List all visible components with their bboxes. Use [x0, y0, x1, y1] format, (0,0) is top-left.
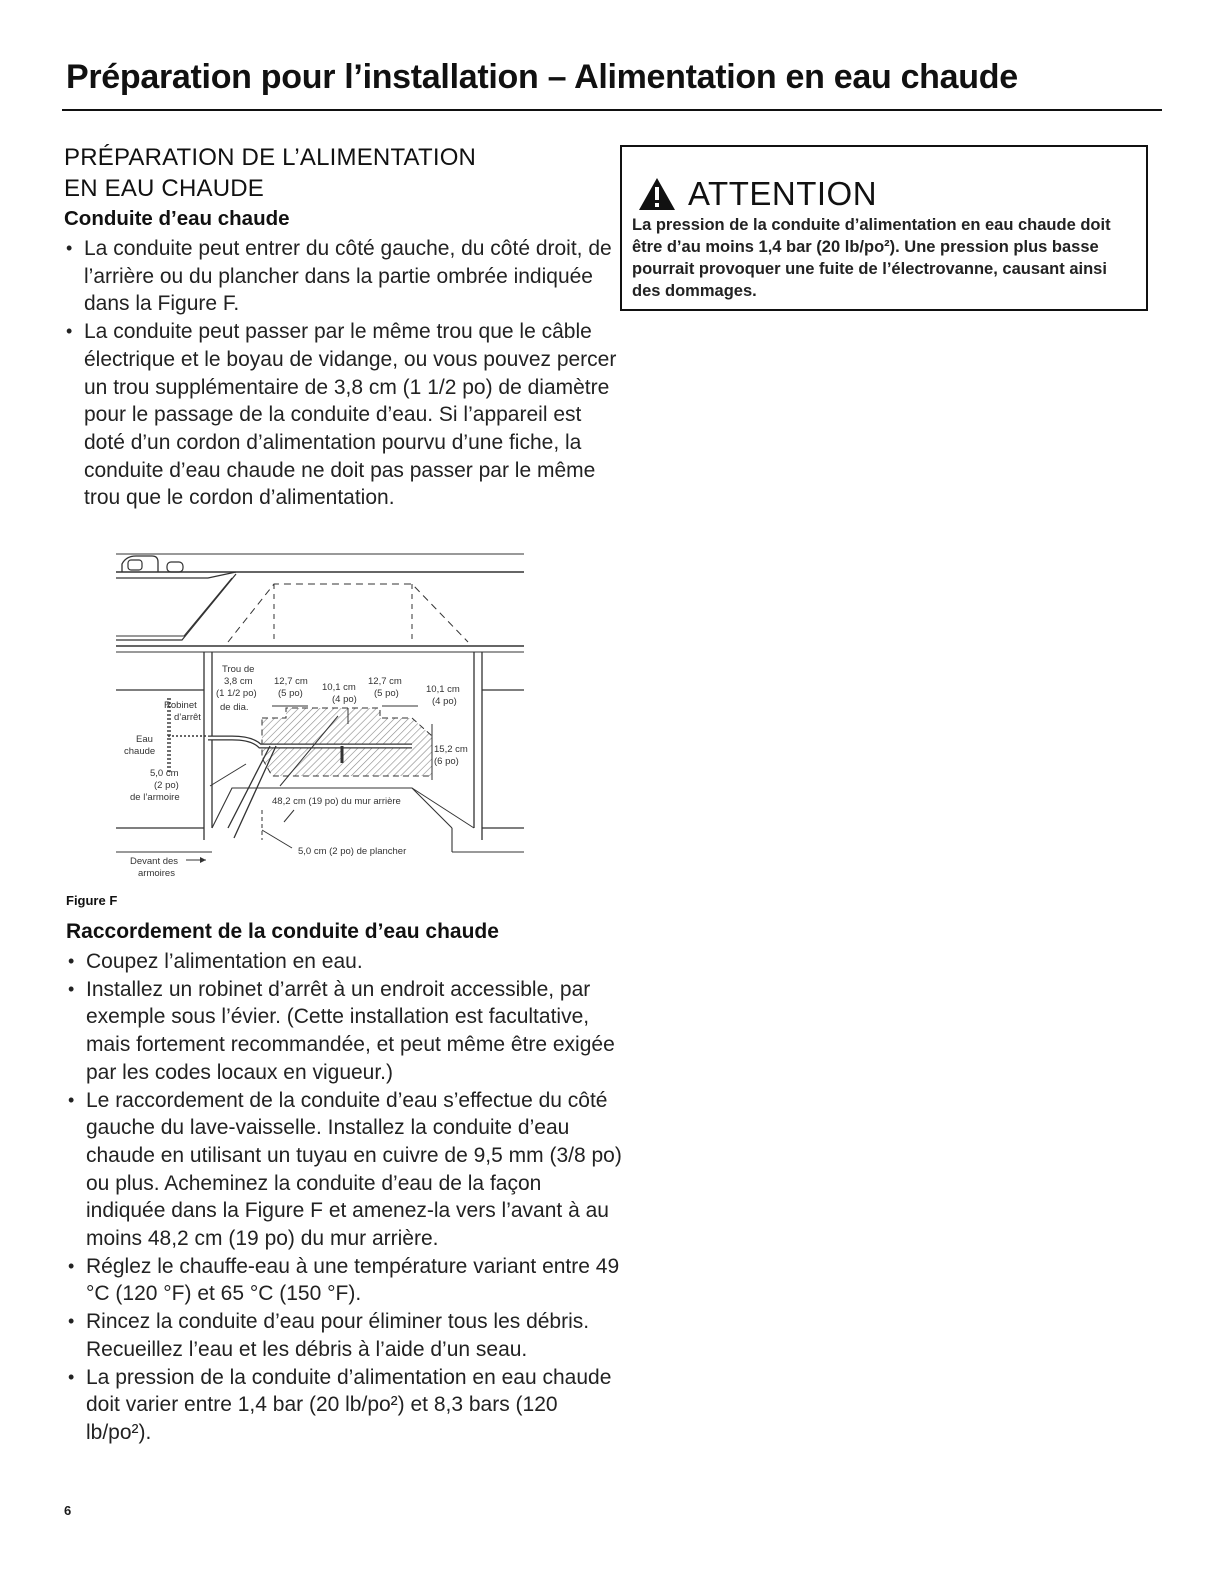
conduit-bullets: [64, 235, 624, 512]
warning-text: La pression de la conduite d’alimentation en eau chaude doit être d’au moins 1,4 bar (20 lb/po²). Une pression plus basse pourrait provoquer une fuite de l’électrovanne, causant ainsi des dommages.: [632, 216, 1111, 300]
label-robinet: Robinet: [164, 700, 197, 711]
svg-text:d’arrêt: d’arrêt: [174, 712, 201, 723]
sink-outline: [116, 572, 236, 640]
list-item: • La conduite peut passer par le même trou que le câble électrique et le boyau de vidange, ou vous pouvez percer un trou supplémentaire de 3,8 cm (1 1/2 po) de diamètre pour le passage de la conduite d’eau. Si l’appareil est doté d’un cordon d’alimentation pourvu d’une fiche, la conduite d’eau chaude ne doit pas passer par le même trou que le cordon d’alimentation.: [64, 318, 624, 512]
section-heading: [64, 142, 624, 204]
hatched-entry-zone: [262, 708, 432, 776]
svg-text:(5 po): (5 po): [374, 688, 399, 699]
list-item: • Rincez la conduite d’eau pour éliminer tous les débris. Recueillez l’eau et les débris à l’aide d’un seau.: [66, 1308, 626, 1363]
svg-text:(4 po): (4 po): [332, 694, 357, 705]
figure-caption: Figure F: [66, 893, 118, 908]
title-divider: [62, 109, 1162, 111]
warning-header: [638, 175, 1136, 213]
section-heading-line2: EN EAU CHAUDE: [64, 175, 264, 202]
svg-text:(4 po): (4 po): [432, 696, 457, 707]
list-item: • Réglez le chauffe-eau à une température variant entre 49 °C (120 °F) et 65 °C (150 °F).: [66, 1253, 626, 1308]
warning-triangle-icon: [638, 177, 676, 211]
page-number: 6: [64, 1503, 72, 1518]
list-item: • La conduite peut entrer du côté gauche, du côté droit, de l’arrière ou du plancher dans la partie ombrée indiquée dans la Figure F.: [64, 235, 624, 318]
dishwasher-top-outline: [228, 584, 468, 642]
figure-f-svg: [112, 548, 532, 888]
list-item: • La pression de la conduite d’alimentation en eau chaude doit varier entre 1,4 bar (20 lb/po²) et 8,3 bars (120 lb/po²).: [66, 1364, 626, 1447]
label-plancher: 5,0 cm (2 po) de plancher: [298, 846, 407, 857]
svg-text:(2 po): (2 po): [154, 780, 179, 791]
label-trou: Trou de: [222, 664, 255, 675]
section-heading-line1: PRÉPARATION DE L’ALIMENTATION: [64, 144, 477, 171]
subheading-conduit: Conduite d’eau chaude: [64, 207, 290, 230]
label-eau-chaude: Eau: [136, 734, 153, 745]
svg-text:3,8 cm: 3,8 cm: [224, 676, 253, 687]
svg-text:(1 1/2 po): (1 1/2 po): [216, 688, 257, 699]
warning-box: [620, 145, 1148, 311]
svg-text:(5 po): (5 po): [278, 688, 303, 699]
svg-text:chaude: chaude: [124, 746, 156, 757]
list-item: • Installez un robinet d’arrêt à un endroit accessible, par exemple sous l’évier. (Cette installation est facultative, mais fortement recommandée, et peut même être exigée par les codes locaux en vigueur.): [66, 976, 626, 1087]
figure-f-diagram: [112, 548, 532, 888]
label-12-7cm-left: 12,7 cm: [274, 676, 308, 687]
section-hot-water-connection: [66, 920, 626, 1447]
warning-title: ATTENTION: [688, 175, 878, 212]
section-hot-water-prep: [64, 142, 624, 512]
label-mur-arriere: 48,2 cm (19 po) du mur arrière: [272, 796, 401, 807]
svg-text:(6 po): (6 po): [434, 756, 459, 767]
label-5cm-armoire: 5,0 cm: [150, 768, 179, 779]
label-devant-armoires: Devant des: [130, 856, 179, 867]
connection-bullets: [66, 948, 626, 1447]
svg-text:de dia.: de dia.: [220, 702, 249, 713]
list-item: • Le raccordement de la conduite d’eau s’effectue du côté gauche du lave-vaisselle. Installez la conduite d’eau chaude en utilisant un tuyau en cuivre de 9,5 mm (3/8 po) ou plus. Acheminez la conduite d’eau de la façon indiquée dans la Figure F et amenez-la vers l’avant à au moins 48,2 cm (19 po) du mur arrière.: [66, 1087, 626, 1253]
label-12-7cm-right: 12,7 cm: [368, 676, 402, 687]
svg-text:armoires: armoires: [138, 868, 175, 879]
label-10-1cm-center: 10,1 cm: [322, 682, 356, 693]
svg-text:de l’armoire: de l’armoire: [130, 792, 180, 803]
list-item: • Coupez l’alimentation en eau.: [66, 948, 626, 976]
label-10-1cm-right: 10,1 cm: [426, 684, 460, 695]
page-title: Préparation pour l’installation – Alimentation en eau chaude: [66, 58, 1018, 96]
subheading-connection: Raccordement de la conduite d’eau chaude: [66, 920, 499, 943]
label-15-2cm: 15,2 cm: [434, 744, 468, 755]
